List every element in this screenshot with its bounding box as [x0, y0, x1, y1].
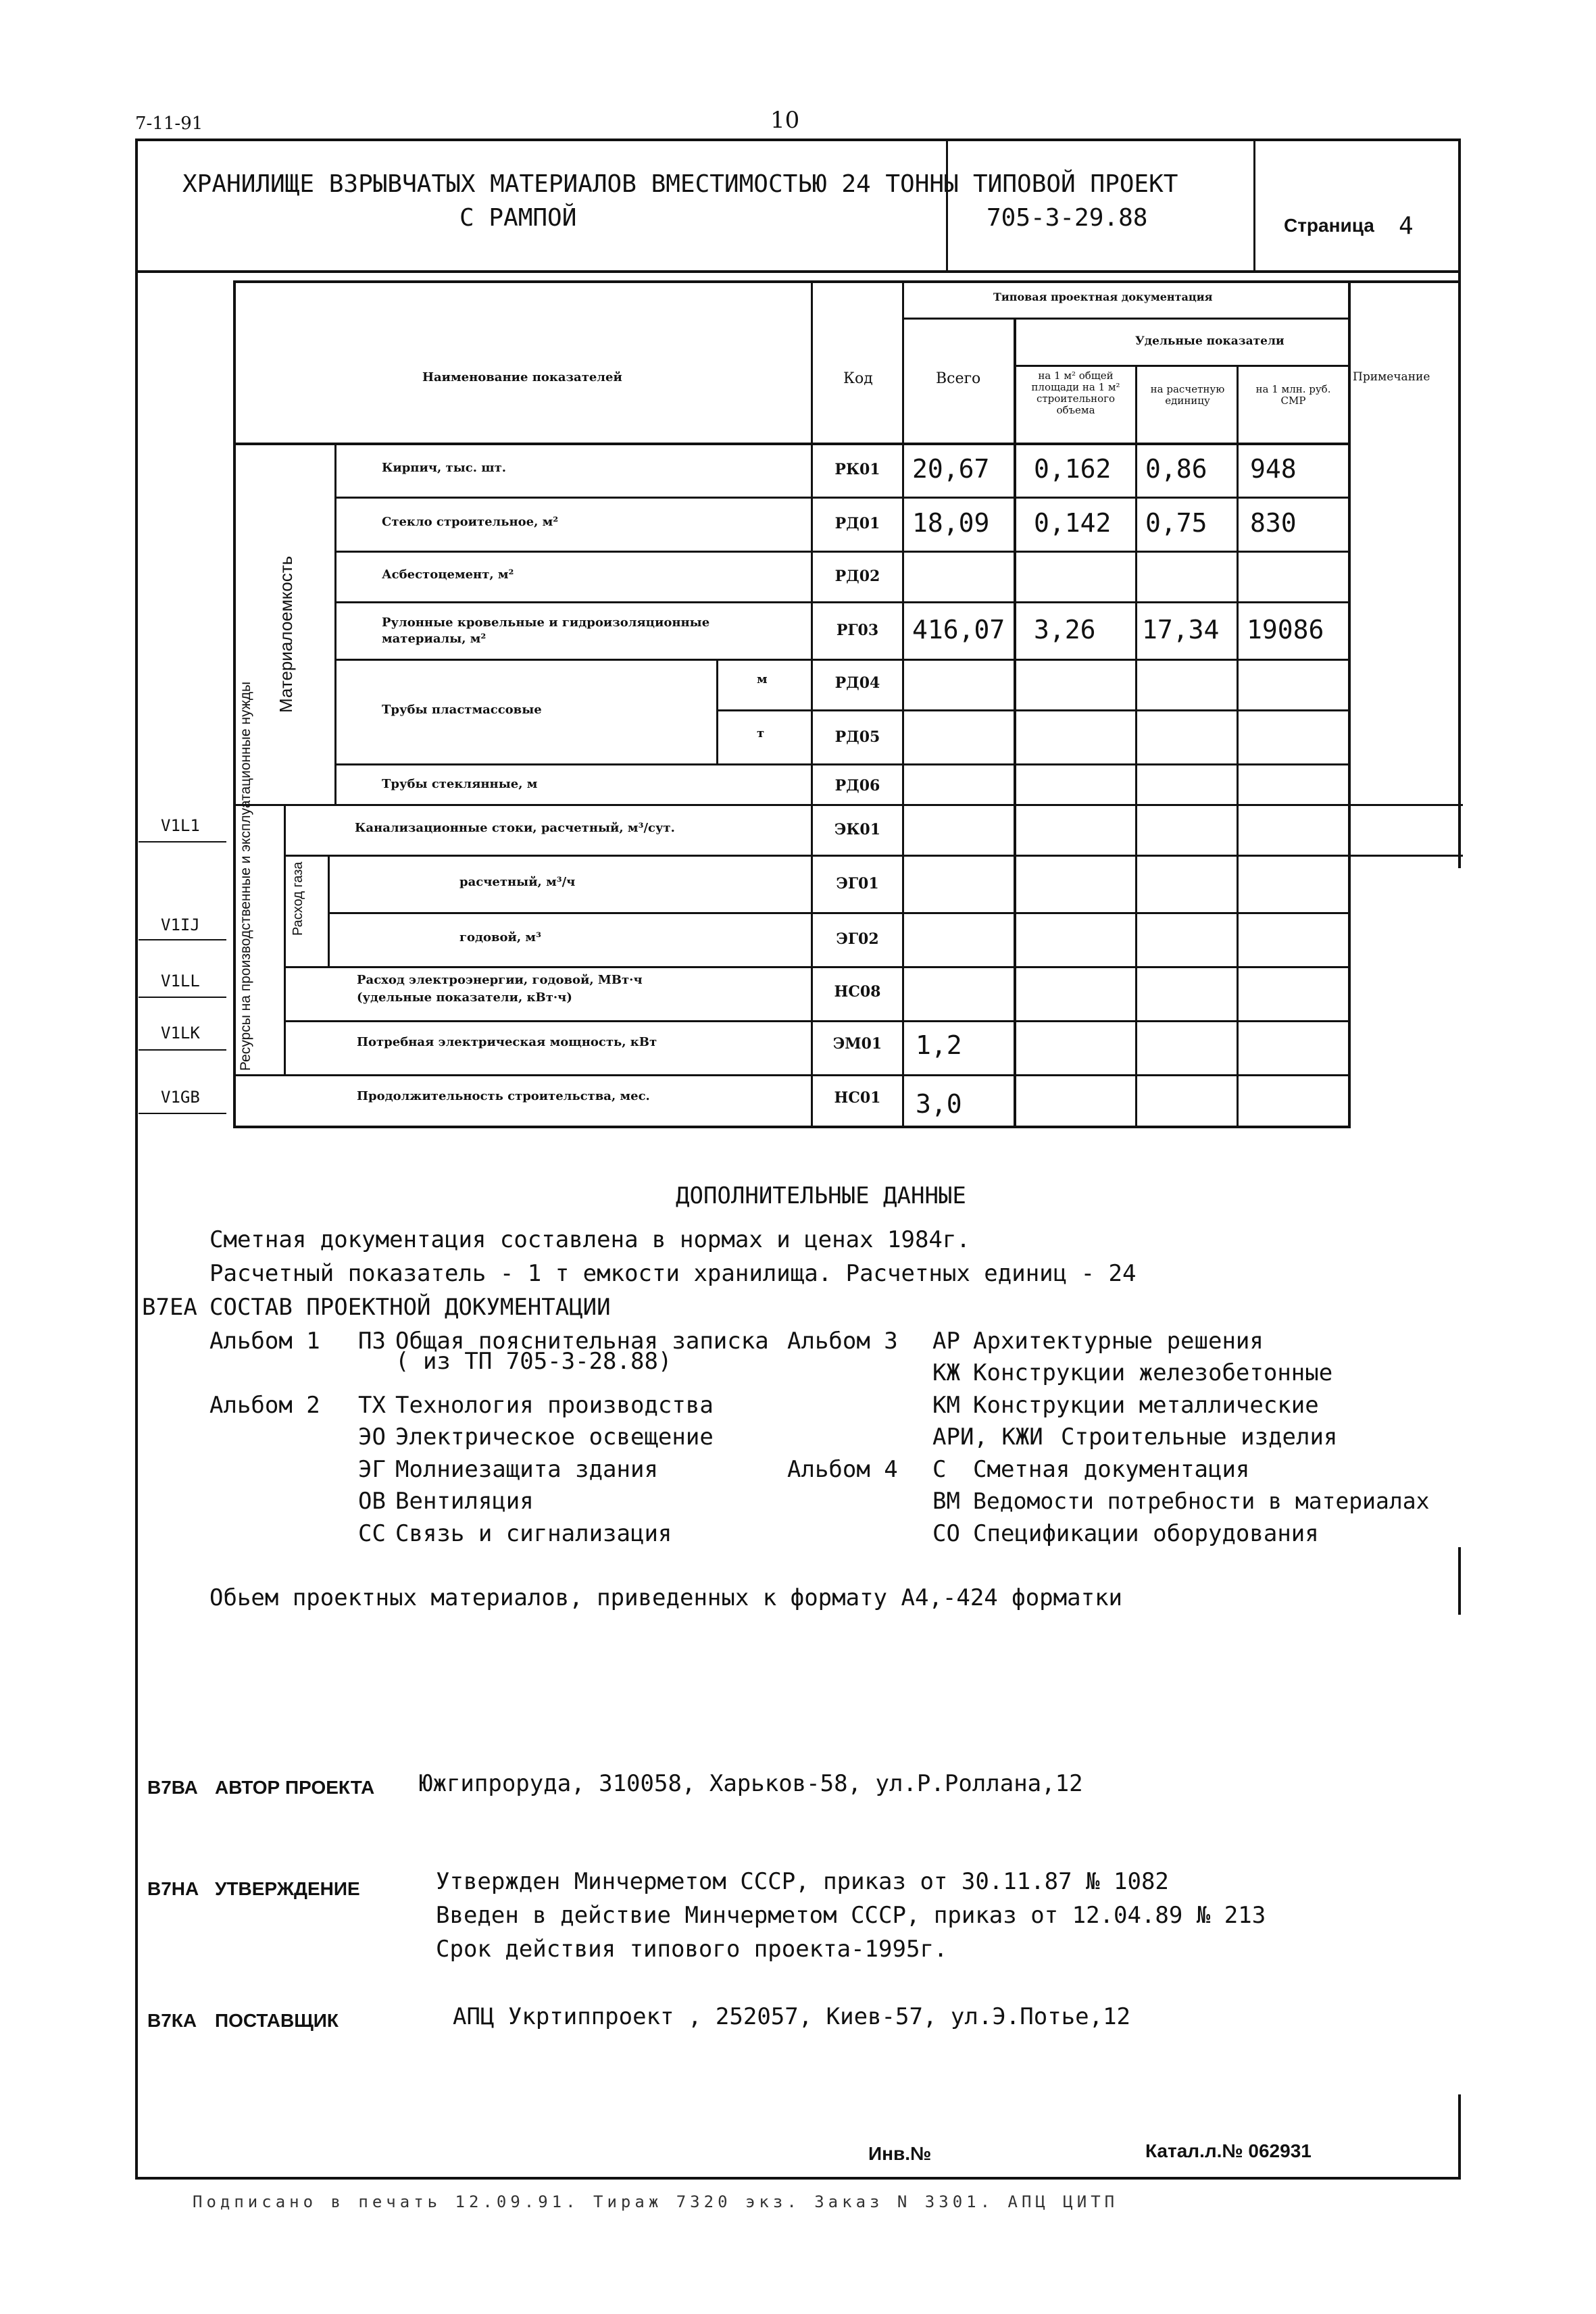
row-per-unit: 17,34 — [1142, 615, 1220, 645]
row-total: 1,2 — [916, 1030, 962, 1060]
album2-text: Электрическое освещение — [395, 1424, 714, 1451]
album2-code: СС — [358, 1520, 386, 1547]
row-per-unit: 0,86 — [1145, 454, 1207, 484]
side-code: V1IJ — [161, 915, 200, 934]
author-text: Южгипроруда, 310058, Харьков-58, ул.Р.Роллана,12 — [419, 1770, 1083, 1797]
row-name-line1: Расход электроэнергии, годовой, МВт·ч — [357, 973, 643, 987]
volume-text: Обьем проектных материалов, приведенных к формату А4,-424 форматки — [209, 1584, 1123, 1611]
row-code: ЭГ01 — [836, 875, 879, 892]
approval-line3: Срок действия типового проекта-1995г. — [436, 1936, 948, 1963]
album2-code: ЭО — [358, 1424, 386, 1451]
row-unit-m: м — [757, 672, 768, 686]
row-code: ЭК01 — [834, 821, 881, 838]
album3-text: Строительные изделия — [1061, 1424, 1338, 1451]
album2-code: ОВ — [358, 1488, 386, 1515]
page-number: 10 — [770, 107, 800, 134]
side-code: V1L1 — [161, 816, 200, 835]
album3-text: Архитектурные решения — [973, 1328, 1264, 1355]
row-code: НС08 — [834, 983, 881, 1001]
page-label: Страница — [1284, 215, 1374, 236]
additional-title: ДОПОЛНИТЕЛЬНЫЕ ДАННЫЕ — [676, 1182, 966, 1209]
album4-code: С — [932, 1456, 947, 1483]
row-code: РД01 — [834, 515, 880, 532]
album2-text: Вентиляция — [395, 1488, 534, 1515]
row-name: Трубы пластмассовые — [382, 703, 542, 717]
doc-title-line1: ХРАНИЛИЩЕ ВЗРЫВЧАТЫХ МАТЕРИАЛОВ ВМЕСТИМОСТЬЮ 24 ТОННЫ — [182, 170, 959, 198]
project-code: 705-3-29.88 — [987, 204, 1148, 232]
approval-code: В7НА — [147, 1878, 199, 1899]
album1-code: ПЗ — [358, 1328, 386, 1355]
album3-text: Конструкции металлические — [973, 1392, 1319, 1419]
header-name: Наименование показателей — [422, 370, 622, 384]
header-total: Всего — [936, 370, 981, 387]
supplier-code: В7КА — [147, 2010, 197, 2031]
album2-text: Технология производства — [395, 1392, 714, 1419]
header-code: Код — [843, 370, 873, 387]
row-name: Потребная электрическая мощность, кВт — [357, 1035, 657, 1049]
header-per-unit: на расчетную единицу — [1150, 383, 1225, 407]
catalog-number: Катал.л.№ 062931 — [1145, 2140, 1312, 2161]
author-label: АВТОР ПРОЕКТА — [215, 1777, 375, 1798]
row-per-million: 830 — [1250, 508, 1297, 538]
album4-code: СО — [932, 1520, 960, 1547]
row-per-area: 0,142 — [1034, 508, 1112, 538]
row-per-area: 0,162 — [1034, 454, 1112, 484]
document-ref: 7-11-91 — [135, 114, 203, 134]
row-total: 18,09 — [912, 508, 990, 538]
approval-label: УТВЕРЖДЕНИЕ — [215, 1878, 360, 1899]
side-code: V1GB — [161, 1088, 200, 1107]
approval-line2: Введен в действие Минчерметом СССР, приказ от 12.04.89 № 213 — [436, 1902, 1266, 1929]
author-code: В7ВА — [147, 1777, 198, 1798]
doc-title-line2: С РАМПОЙ — [459, 204, 577, 232]
album2-label: Альбом 2 — [209, 1392, 320, 1419]
page-value: 4 — [1399, 212, 1414, 240]
album4-text: Ведомости потребности в материалах — [973, 1488, 1430, 1514]
album3-label: Альбом 3 — [787, 1328, 898, 1355]
album2-code: ЭГ — [358, 1456, 386, 1483]
approval-line1: Утвержден Минчерметом СССР, приказ от 30.11.87 № 1082 — [436, 1868, 1169, 1895]
row-name: расчетный, м³/ч — [459, 875, 576, 889]
album3-text: Конструкции железобетонные — [973, 1359, 1333, 1386]
row-name: Продолжительность строительства, мес. — [357, 1089, 650, 1103]
album3-code: АР — [932, 1328, 960, 1355]
inventory-number-label: Инв.№ — [868, 2143, 932, 2164]
album1-label: Альбом 1 — [209, 1328, 320, 1355]
header-doc-group: Типовая проектная документация — [993, 291, 1213, 303]
row-per-unit: 0,75 — [1145, 508, 1207, 538]
additional-line2: Расчетный показатель - 1 т емкости хранилища. Расчетных единиц - 24 — [209, 1260, 1137, 1287]
side-code: V1LL — [161, 972, 200, 990]
side-code: V1LK — [161, 1024, 200, 1042]
album3-code: КМ — [932, 1392, 960, 1419]
row-name: Асбестоцемент, м² — [382, 568, 514, 582]
row-total: 416,07 — [912, 615, 1005, 645]
album4-label: Альбом 4 — [787, 1456, 898, 1483]
row-name: Кирпич, тыс. шт. — [382, 461, 506, 475]
row-total: 20,67 — [912, 454, 990, 484]
row-total: 3,0 — [916, 1089, 962, 1119]
project-label: ТИПОВОЙ ПРОЕКТ — [973, 170, 1178, 198]
album4-text: Спецификации оборудования — [973, 1520, 1319, 1547]
row-code: РД02 — [834, 568, 880, 585]
album2-code: ТХ — [358, 1392, 386, 1419]
additional-line1: Сметная документация составлена в нормах и ценах 1984г. — [209, 1226, 970, 1253]
row-code-t: РД05 — [834, 728, 880, 746]
row-code: ЭМ01 — [832, 1035, 882, 1053]
album1-text: Общая пояснительная записка — [395, 1328, 769, 1355]
header-per-area: на 1 м² общей площади на 1 м² строительного объема — [1031, 370, 1120, 416]
row-name: годовой, м³ — [459, 930, 541, 945]
album4-code: ВМ — [932, 1488, 960, 1515]
supplier-text: АПЦ Укртиппроект , 252057, Киев-57, ул.Э.Потье,12 — [453, 2003, 1131, 2030]
group-resources-label: Ресурсы на производственные и эксплуатационные нужды — [238, 681, 253, 1071]
composition-code: В7ЕА — [142, 1294, 197, 1321]
row-per-area: 3,26 — [1034, 615, 1096, 645]
row-per-million: 948 — [1250, 454, 1297, 484]
row-code-m: РД04 — [834, 674, 880, 692]
album2-text: Связь и сигнализация — [395, 1520, 672, 1547]
album2-text: Молниезащита здания — [395, 1456, 658, 1483]
row-code: РД06 — [834, 777, 880, 795]
row-code: РК01 — [834, 461, 880, 478]
header-per-million: на 1 млн. руб. СМР — [1255, 383, 1331, 407]
album1-text-2: ( из ТП 705-3-28.88) — [395, 1348, 672, 1375]
row-code: НС01 — [834, 1089, 881, 1107]
row-name: Рулонные кровельные и гидроизоляционные материалы, м² — [382, 615, 710, 646]
composition-title: СОСТАВ ПРОЕКТНОЙ ДОКУМЕНТАЦИИ — [209, 1294, 611, 1321]
row-name: Стекло строительное, м² — [382, 515, 559, 529]
group-material-label: Материалоемкость — [276, 555, 296, 713]
row-name: Канализационные стоки, расчетный, м³/сут. — [355, 821, 675, 835]
album3-code: КЖ — [932, 1359, 960, 1386]
row-unit-t: т — [757, 726, 765, 740]
supplier-label: ПОСТАВЩИК — [215, 2010, 339, 2031]
row-name: Трубы стеклянные, м — [382, 777, 538, 791]
row-code: РГ03 — [836, 622, 879, 639]
group-gas-label: Расход газа — [291, 861, 305, 936]
print-info: Подписано в печать 12.09.91. Тираж 7320 экз. Заказ N 3301. АПЦ ЦИТП — [193, 2192, 1119, 2211]
album4-text: Сметная документация — [973, 1456, 1250, 1483]
row-name-line2: (удельные показатели, кВт·ч) — [357, 990, 572, 1005]
album3-code: АРИ, КЖИ — [932, 1424, 1043, 1451]
header-note: Примечание — [1353, 370, 1430, 384]
row-code: ЭГ02 — [836, 930, 879, 948]
row-per-million: 19086 — [1247, 615, 1324, 645]
header-specific: Удельные показатели — [1135, 334, 1285, 348]
